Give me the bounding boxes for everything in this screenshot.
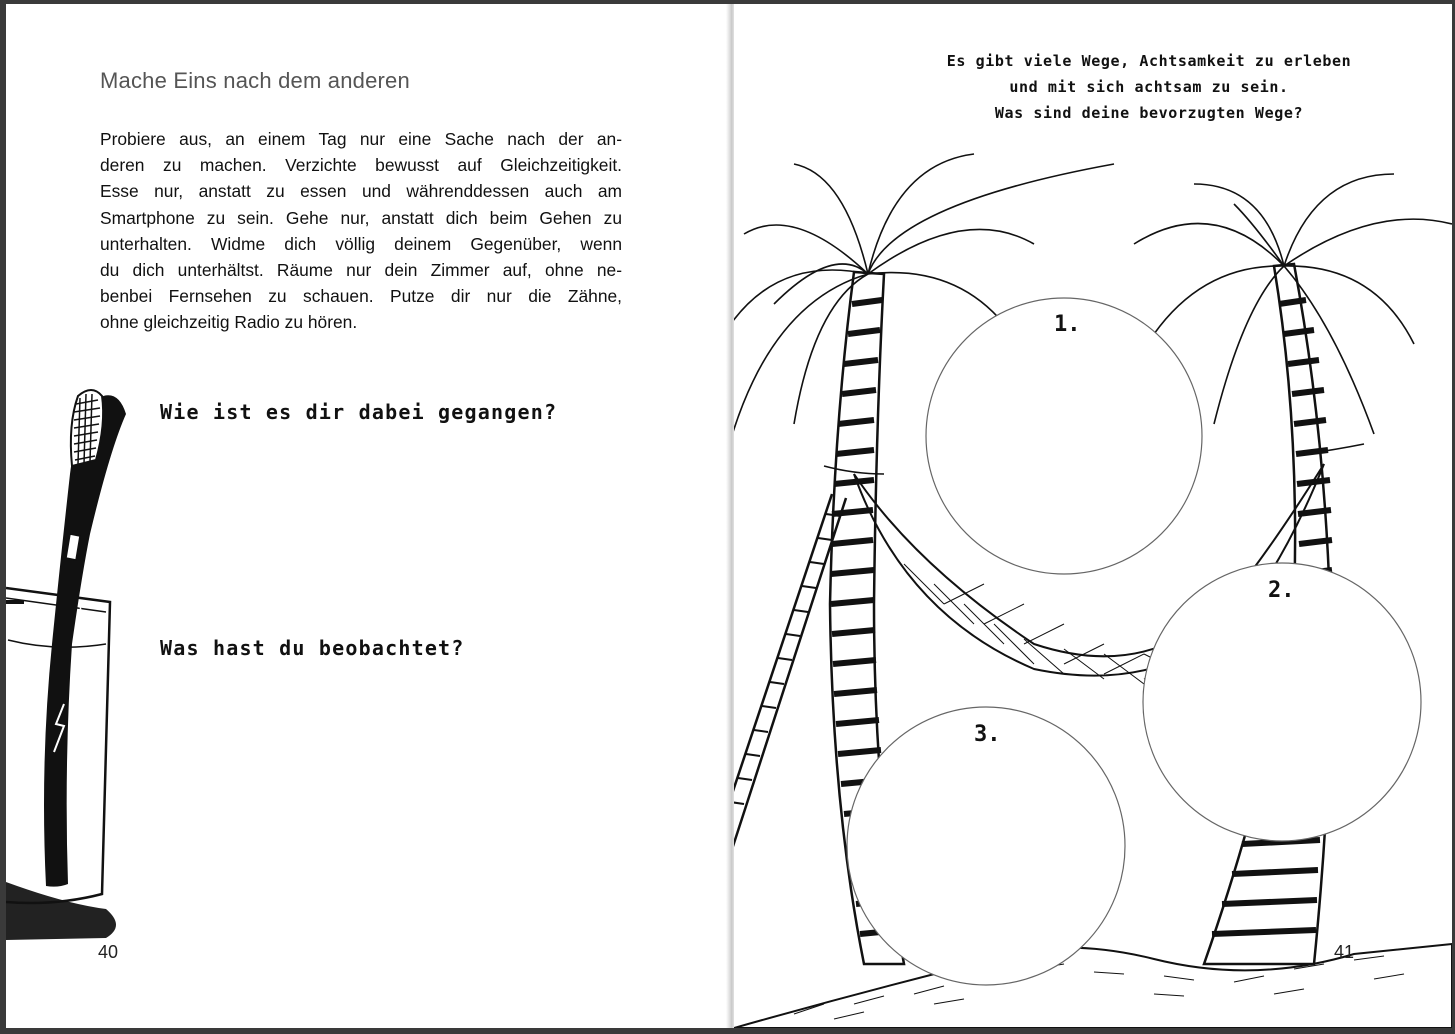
question-what-observed: Was hast du beobachtet? [160,636,465,660]
ladder-rail-left [734,494,832,1028]
paragraph-line: Probiere aus, an einem Tag nur eine Sache nach der an- [100,129,622,149]
ladder-rungs [734,514,840,804]
paragraph-line: Smartphone zu sein. Gehe nur, anstatt dich beim Gehen zu [100,207,622,228]
page-number: 41 [1334,942,1355,962]
left-page [6,4,728,1028]
answer-circle-3[interactable] [847,707,1125,985]
toothbrush-glass-illustration [6,4,728,1028]
intro-line: Es gibt viele Wege, Achtsamkeit zu erleben [946,52,1352,70]
circle-label-1: 1. [1054,312,1081,337]
answer-circle-2[interactable] [1143,563,1421,841]
glass-shadow [6,882,116,940]
paragraph-line: unterhalten. Widme dich völlig deinem Gegenüber, wenn [100,233,622,254]
palm-trees-illustration [734,4,1452,1028]
intro-line: Was sind deine bevorzugten Wege? [994,104,1304,122]
intro-line: und mit sich achtsam zu sein. [1009,78,1289,96]
paragraph-line: deren zu machen. Verzichte bewusst auf Gleichzeitigkeit. [100,155,622,176]
page-number: 40 [98,942,119,962]
answer-circle-1[interactable] [926,298,1202,574]
ladder-rail-right [734,498,846,1028]
question-how-did-it-go: Wie ist es dir dabei gegangen? [160,400,558,424]
circle-label-3: 3. [974,722,1001,747]
paragraph-line: Esse nur, anstatt zu essen und währenddessen auch am [100,181,622,202]
paragraph-line: ohne gleichzeitig Radio zu hören. [100,312,358,333]
right-page [734,4,1452,1028]
page-heading: Mache Eins nach dem anderen [100,68,410,93]
circle-label-2: 2. [1268,578,1295,603]
toothbrush-handle [44,395,126,886]
paragraph-line: benbei Fernsehen zu schauen. Putze dir nur die Zähne, [100,286,622,307]
paragraph-line: du dich unterhältst. Räume nur dein Zimmer auf, ohne ne- [100,260,622,281]
